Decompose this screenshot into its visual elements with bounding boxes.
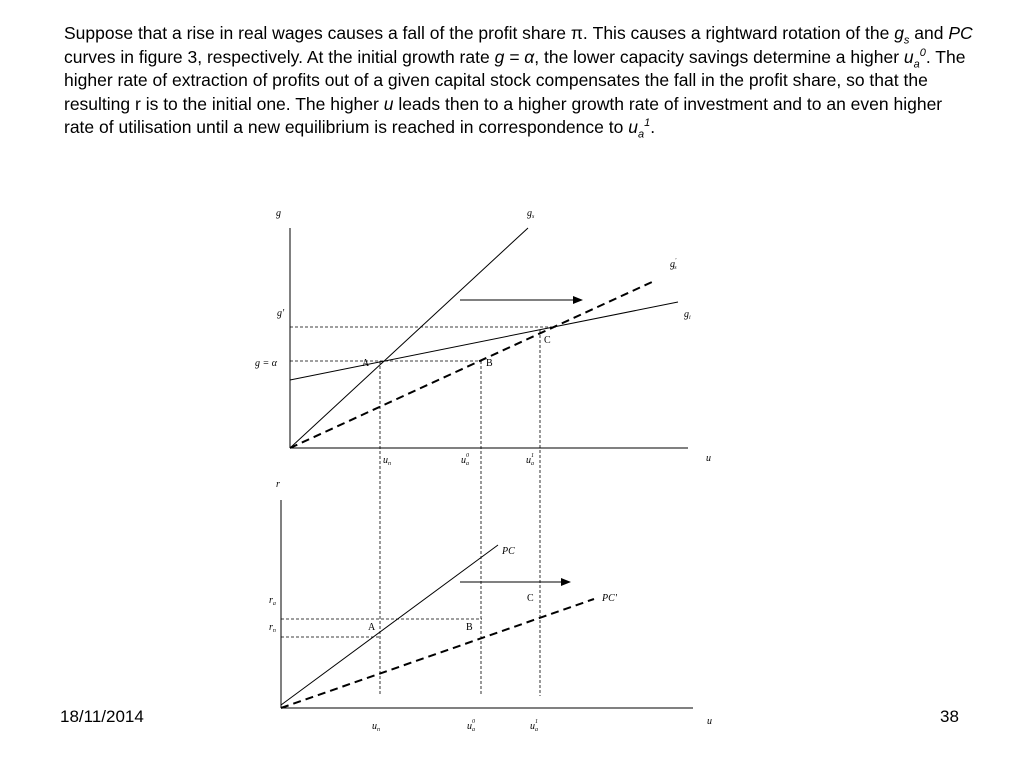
bottom-point-c: C (527, 593, 534, 604)
top-point-a: A (362, 358, 370, 369)
gi-label: $g_i$ (684, 309, 691, 321)
top-ua1-label: $u_a1$ (526, 453, 534, 467)
bottom-point-b: B (466, 622, 473, 633)
bottom-ua0-label: $u_a0$ (467, 719, 475, 733)
top-panel (255, 208, 711, 696)
pc-label: PC (502, 546, 515, 557)
top-ua0-label: $u_a0$ (461, 453, 469, 467)
page-number: 38 (940, 707, 959, 726)
pi-symbol: π (570, 23, 583, 43)
bottom-point-a: A (368, 622, 376, 633)
bottom-ua1-label: $u_a1$ (530, 719, 538, 733)
top-point-b: B (486, 358, 493, 369)
gs-prime-label: g' s (670, 258, 677, 271)
ra-axis-label: $r_a$ (269, 595, 276, 607)
top-y-axis-label: g (276, 208, 281, 219)
gi-curve (290, 302, 678, 380)
bottom-y-axis-label: r (276, 479, 280, 490)
g-alpha-axis-label: g = α (255, 358, 277, 369)
pc-prime-curve (281, 599, 594, 708)
top-un-label: $u_n$ (383, 455, 391, 467)
body-paragraph: Suppose that a rise in real wages causes a fall of the profit share π. This causes a rightward rotation of the $g_s$ and PC curves in figure 3, respectively. At the initial growth rate g = α, the lower capacity savings determine a higher $u_a^0$. The higher rate of extraction of profits out of a given capital stock compensates the fall in the profit share, so that the resulting r is to the initial one. The higher u leads then to a higher growth rate of investment and to an even higher rate of utilisation until a new equilibrium is reached in correspondence to $u_a^1$. (64, 23, 973, 141)
gs-label: $g_s$ (527, 208, 535, 220)
bottom-panel (269, 479, 712, 733)
gs-curve (290, 228, 528, 448)
bottom-x-axis-label: u (707, 716, 712, 727)
bottom-un-label: $u_n$ (372, 721, 380, 733)
g-prime-axis-label: g' (277, 308, 285, 319)
pc-prime-label: PC' (602, 593, 617, 604)
top-point-c: C (544, 335, 551, 346)
footer-date: 18/11/2014 (60, 707, 144, 726)
top-x-axis-label: u (706, 453, 711, 464)
rn-axis-label: $r_n$ (269, 622, 276, 634)
gs-prime-curve (290, 282, 652, 448)
